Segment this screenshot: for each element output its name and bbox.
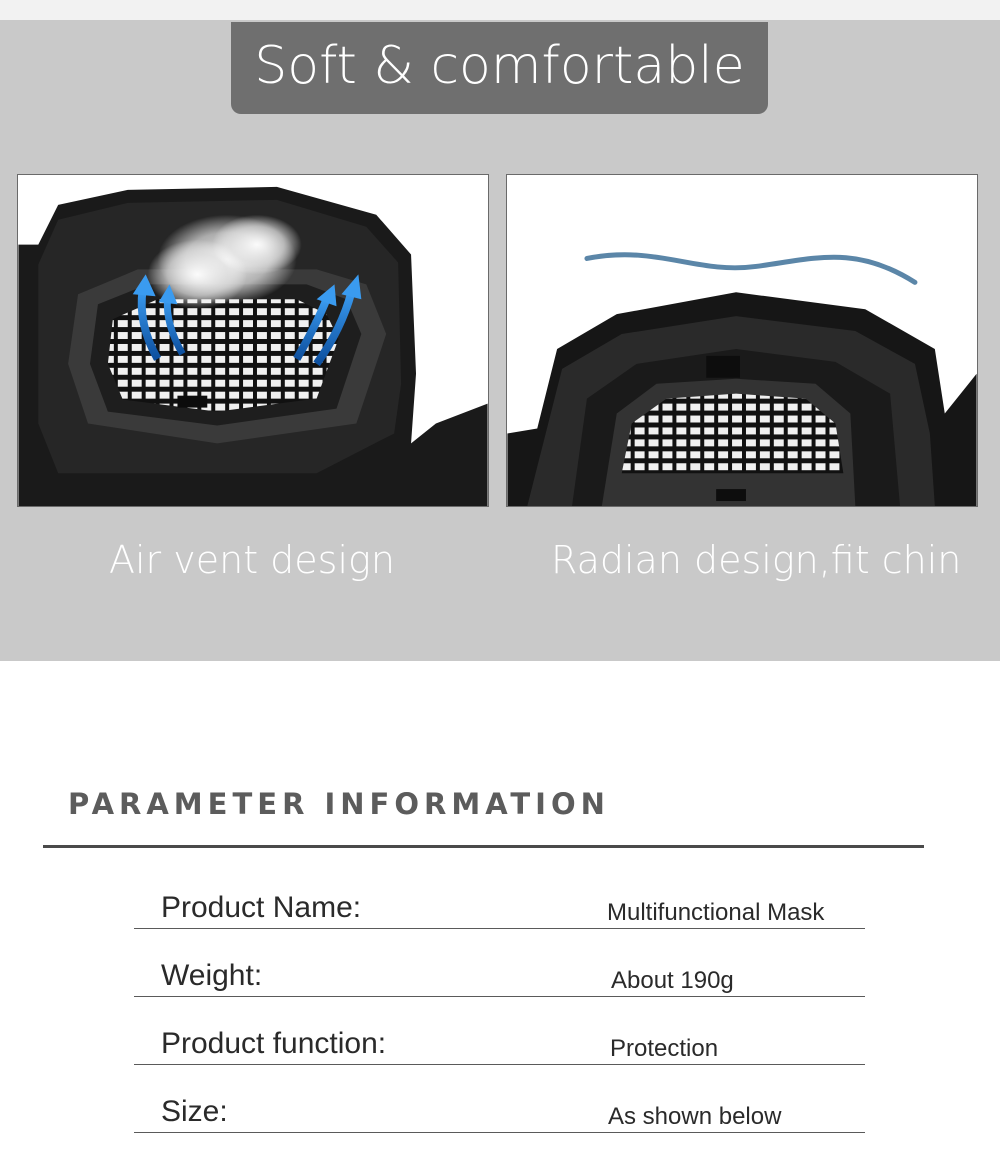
parameter-value: As shown below	[608, 1103, 782, 1130]
parameter-row-product-name	[134, 873, 865, 929]
wave-line	[587, 255, 915, 283]
page-title: Soft & comfortable	[231, 22, 768, 114]
parameter-label: Size:	[161, 1095, 228, 1128]
parameter-row-size	[134, 1077, 865, 1133]
parameter-label: Product function:	[161, 1027, 387, 1060]
parameter-row-weight	[134, 941, 865, 997]
parameter-value: Multifunctional Mask	[607, 899, 825, 926]
chin-fit-photo	[506, 174, 978, 507]
top-strip	[0, 0, 1000, 20]
mask-air-vent-illustration	[18, 175, 488, 506]
air-vent-photo	[17, 174, 489, 507]
parameter-label: Weight:	[161, 959, 263, 992]
parameter-value: Protection	[610, 1035, 719, 1062]
parameter-heading-rule	[43, 845, 924, 848]
parameter-row-product-function	[134, 1009, 865, 1065]
parameter-value: About 190g	[611, 967, 734, 994]
parameter-label: Product Name:	[161, 891, 362, 924]
feature-caption-chin-fit: Radian design,fit chin	[551, 538, 962, 582]
parameter-heading: PARAMETER INFORMATION	[68, 787, 610, 821]
feature-caption-air-vent: Air vent design	[109, 538, 395, 582]
mask-chin-fit-illustration	[507, 175, 977, 506]
